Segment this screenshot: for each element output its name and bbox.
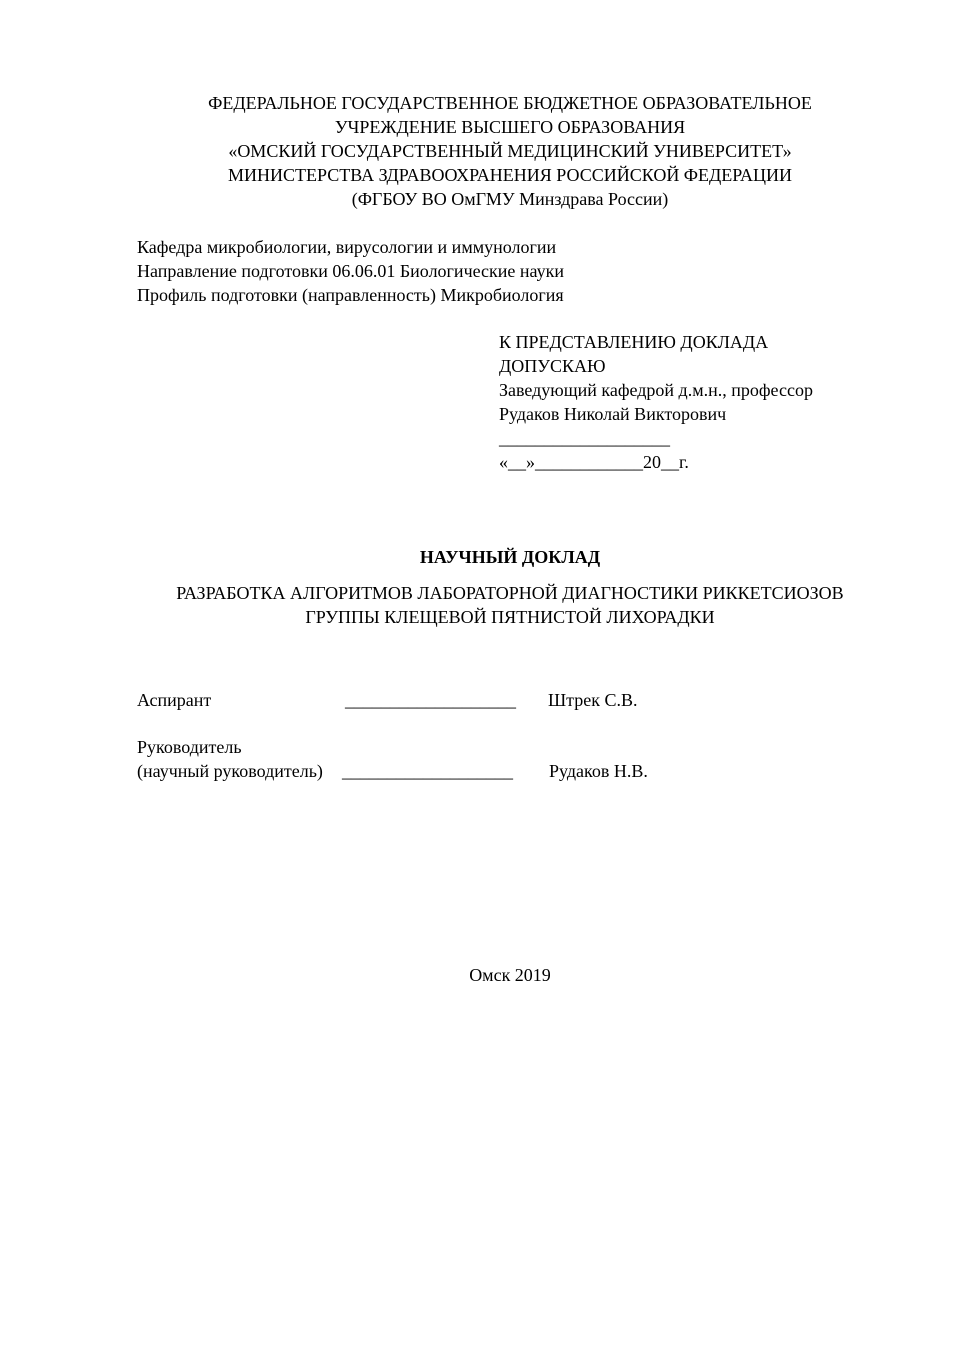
student-label: Аспирант: [137, 690, 212, 710]
department-chair: Кафедра микробиологии, вирусологии и иммунологии: [137, 237, 557, 257]
city-year: Омск 2019: [469, 965, 551, 985]
approval-line-3: Заведующий кафедрой д.м.н., профессор: [499, 380, 813, 400]
student-signature-line: ___________________: [345, 690, 516, 710]
approval-date-line: «__»____________20__г.: [499, 452, 689, 472]
department-profile: Профиль подготовки (направленность) Микробиология: [137, 285, 564, 305]
department-direction: Направление подготовки 06.06.01 Биологические науки: [137, 261, 564, 281]
header-line-1: ФЕДЕРАЛЬНОЕ ГОСУДАРСТВЕННОЕ БЮДЖЕТНОЕ ОБРАЗОВАТЕЛЬНОЕ: [208, 93, 812, 113]
header-line-4: МИНИСТЕРСТВА ЗДРАВООХРАНЕНИЯ РОССИЙСКОЙ ФЕДЕРАЦИИ: [227, 165, 793, 185]
supervisor-name: Рудаков Н.В.: [549, 761, 648, 781]
supervisor-sublabel: (научный руководитель): [137, 761, 323, 781]
approval-signature-line: ___________________: [499, 428, 670, 448]
student-name: Штрек С.В.: [548, 690, 638, 710]
supervisor-label: Руководитель: [137, 737, 242, 757]
approval-line-1: К ПРЕДСТАВЛЕНИЮ ДОКЛАДА: [499, 332, 769, 352]
approval-line-2: ДОПУСКАЮ: [499, 356, 606, 376]
approval-line-4: Рудаков Николай Викторович: [499, 404, 727, 424]
topic-line-2: ГРУППЫ КЛЕЩЕВОЙ ПЯТНИСТОЙ ЛИХОРАДКИ: [305, 607, 715, 627]
supervisor-signature-line: ___________________: [342, 761, 513, 781]
topic-line-1: РАЗРАБОТКА АЛГОРИТМОВ ЛАБОРАТОРНОЙ ДИАГНОСТИКИ РИККЕТСИОЗОВ: [176, 583, 844, 603]
header-line-2: УЧРЕЖДЕНИЕ ВЫСШЕГО ОБРАЗОВАНИЯ: [334, 117, 686, 137]
document-type-title: НАУЧНЫЙ ДОКЛАД: [419, 547, 601, 567]
header-line-5: (ФГБОУ ВО ОмГМУ Минздрава России): [351, 189, 669, 209]
header-line-3: «ОМСКИЙ ГОСУДАРСТВЕННЫЙ МЕДИЦИНСКИЙ УНИВЕРСИТЕТ»: [228, 141, 792, 161]
